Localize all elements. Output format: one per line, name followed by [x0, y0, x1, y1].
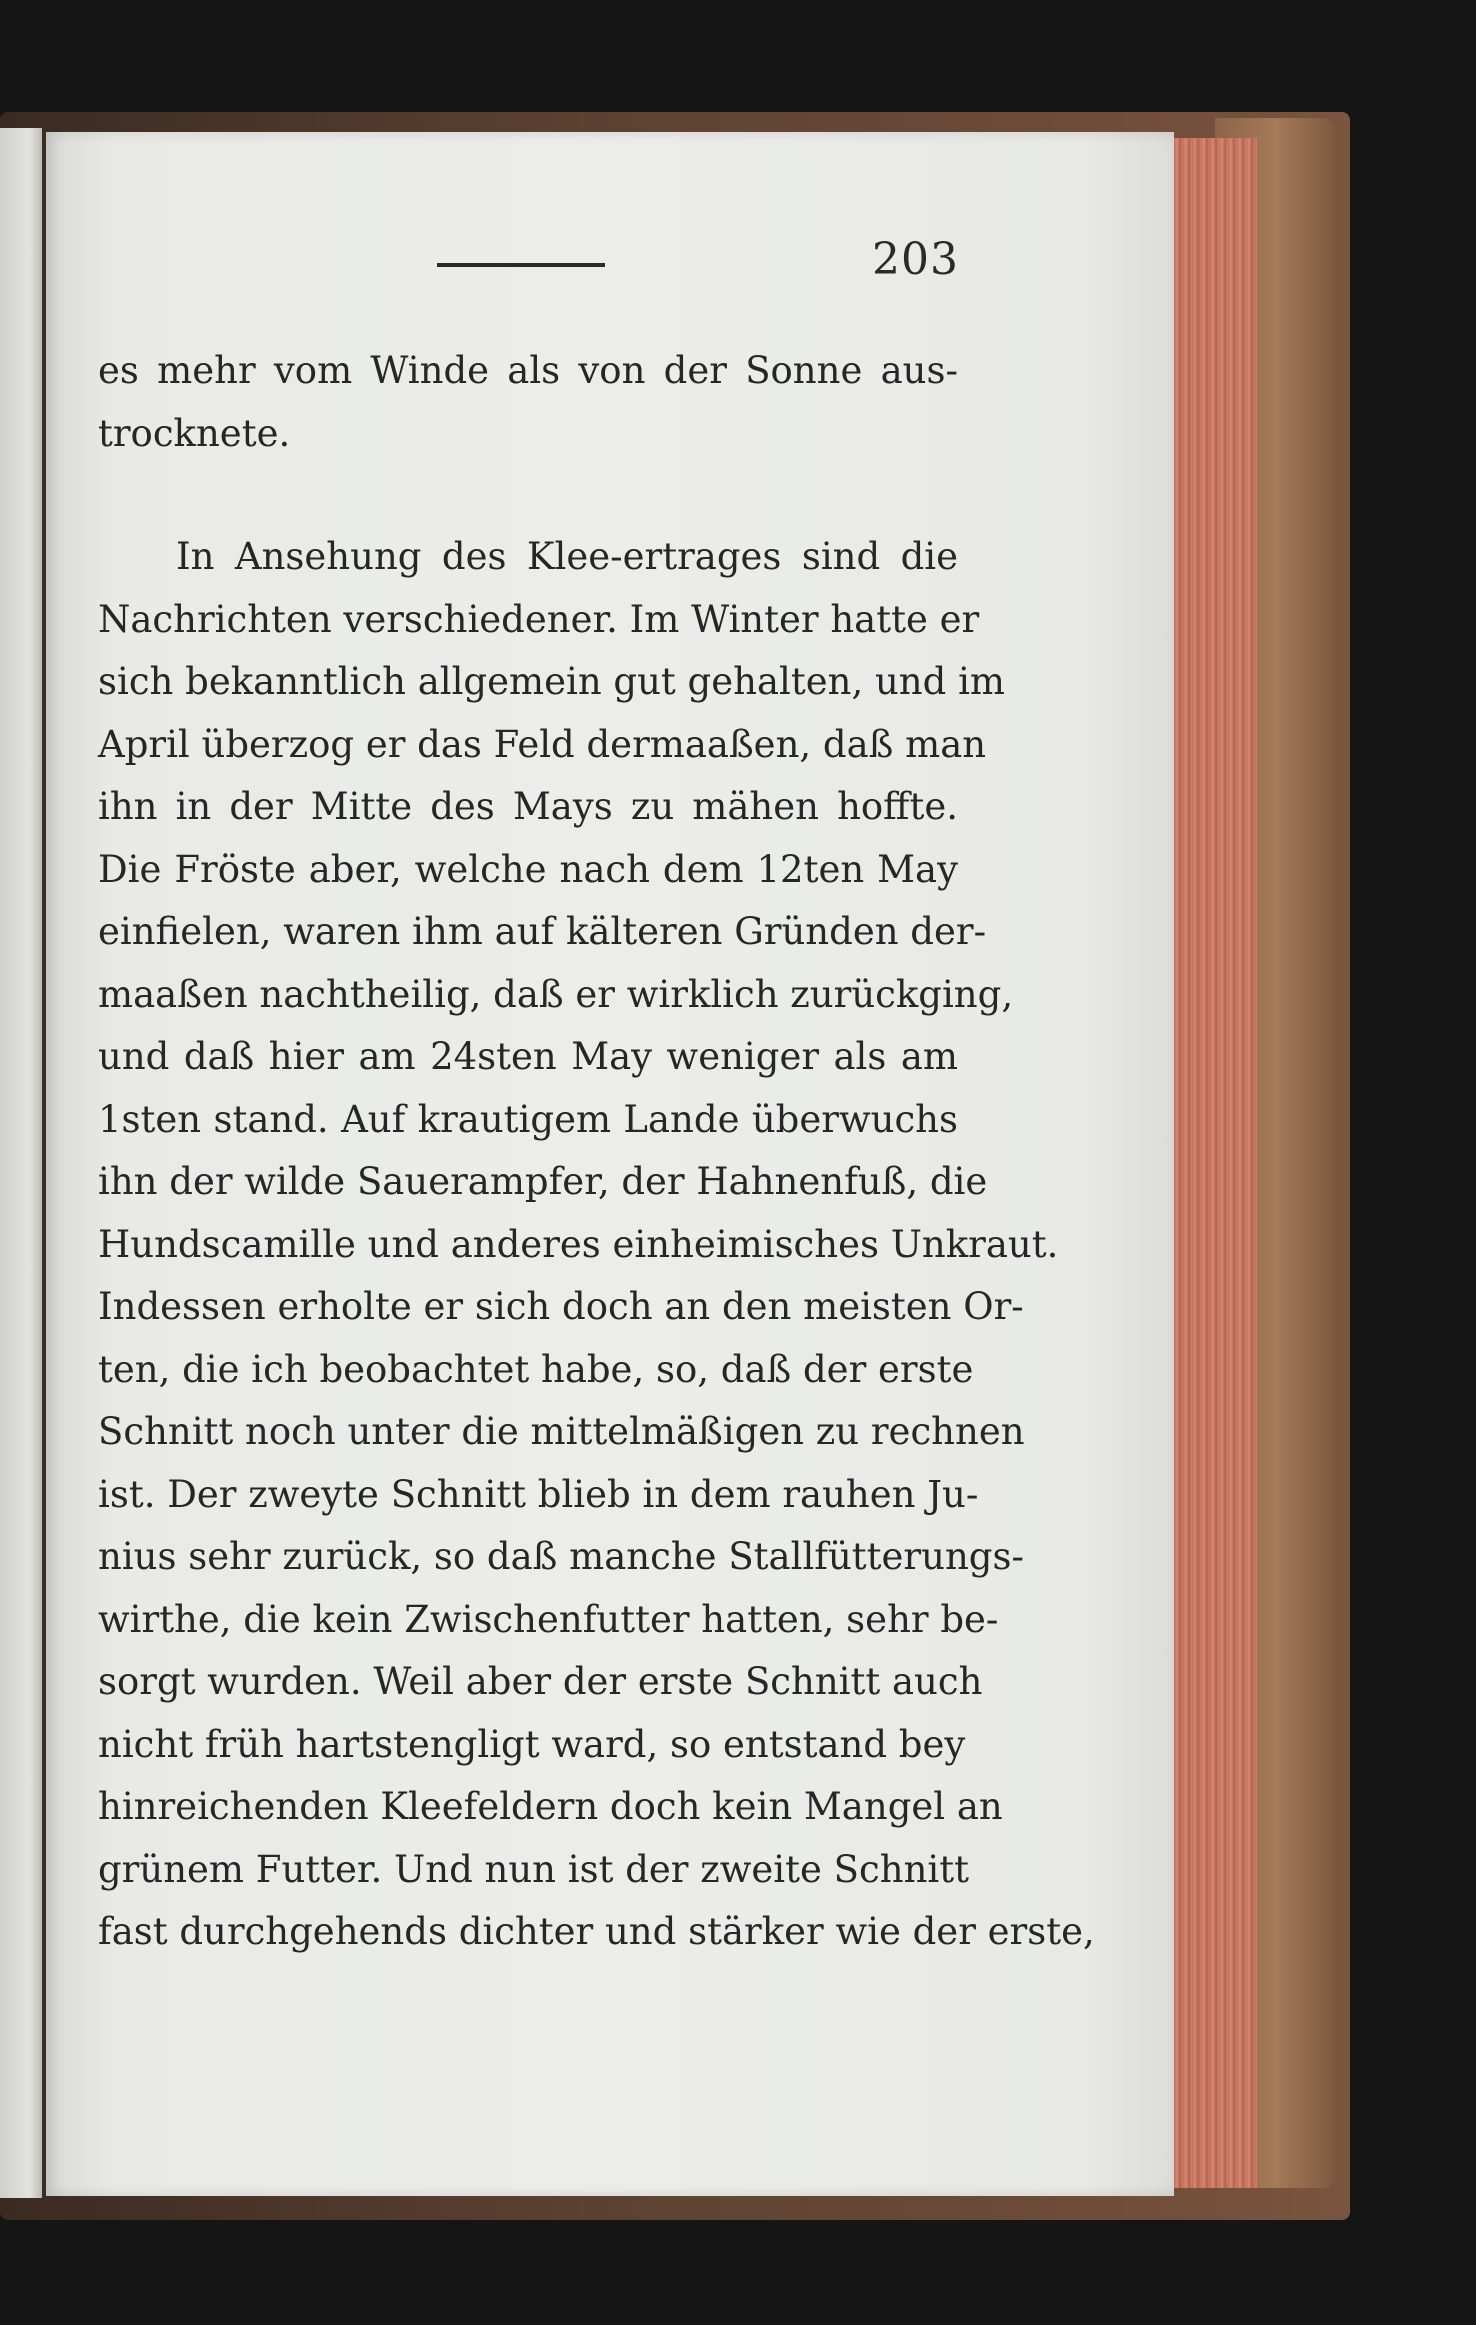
paragraph-gap — [98, 465, 958, 526]
text-line: trocknete. — [98, 411, 291, 455]
page-fore-edge — [1165, 138, 1257, 2188]
text-line: ist. Der zweyte Schnitt blieb in dem rauhen Ju- — [98, 1472, 979, 1516]
text-line: einfielen, waren ihm auf kälteren Gründen der- — [98, 910, 987, 953]
page-text — [98, 340, 1095, 1964]
text-line: wirthe, die kein Zwischenfutter hatten, sehr be- — [98, 1597, 999, 1641]
text-line: fast durchgehends dichter und stärker wie der erste, — [98, 1910, 1095, 1953]
text-line: hinreichenden Kleefeldern doch kein Mangel an — [98, 1785, 1003, 1828]
text-line: 1sten stand. Auf krautigem Lande überwuchs — [98, 1097, 958, 1141]
text-line: Nachrichten verschiedener. Im Winter hatte er — [98, 597, 980, 641]
text-line: April überzog er das Feld dermaaßen, daß man — [98, 722, 987, 766]
text-line: Schnitt noch unter die mittelmäßigen zu rechnen — [98, 1410, 1025, 1453]
text-line: sich bekanntlich allgemein gut gehalten, und im — [98, 660, 1006, 703]
text-line: ihn in der Mitte des Mays zu mähen hoffte. — [98, 785, 958, 828]
text-line: Hundscamille und anderes einheimisches Unkraut. — [98, 1222, 1059, 1266]
text-line: Indessen erholte er sich doch an den meisten Or- — [98, 1285, 1024, 1328]
page-header — [0, 230, 1476, 290]
text-line: grünem Futter. Und nun ist der zweite Schnitt — [98, 1847, 969, 1891]
text-line: ihn der wilde Sauerampfer, der Hahnenfuß, die — [98, 1160, 988, 1203]
text-line: ten, die ich beobachtet habe, so, daß der erste — [98, 1347, 974, 1391]
text-line: und daß hier am 24sten May weniger als am — [98, 1035, 958, 1078]
facing-page-edge — [0, 128, 42, 2198]
text-line: nius sehr zurück, so daß manche Stallfütterungs- — [98, 1535, 1024, 1578]
page-number: 203 — [872, 234, 959, 285]
header-rule — [437, 263, 605, 267]
text-line: nicht früh hartstengligt ward, so entstand bey — [98, 1722, 966, 1766]
text-line: sorgt wurden. Weil aber der erste Schnitt auch — [98, 1660, 983, 1703]
text-line: maaßen nachtheilig, daß er wirklich zurückging, — [98, 972, 1014, 1016]
text-line: Die Fröste aber, welche nach dem 12ten May — [98, 847, 958, 891]
text-line: In Ansehung des Klee-ertrages sind die — [176, 535, 958, 578]
text-line: es mehr vom Winde als von der Sonne aus- — [98, 349, 958, 392]
